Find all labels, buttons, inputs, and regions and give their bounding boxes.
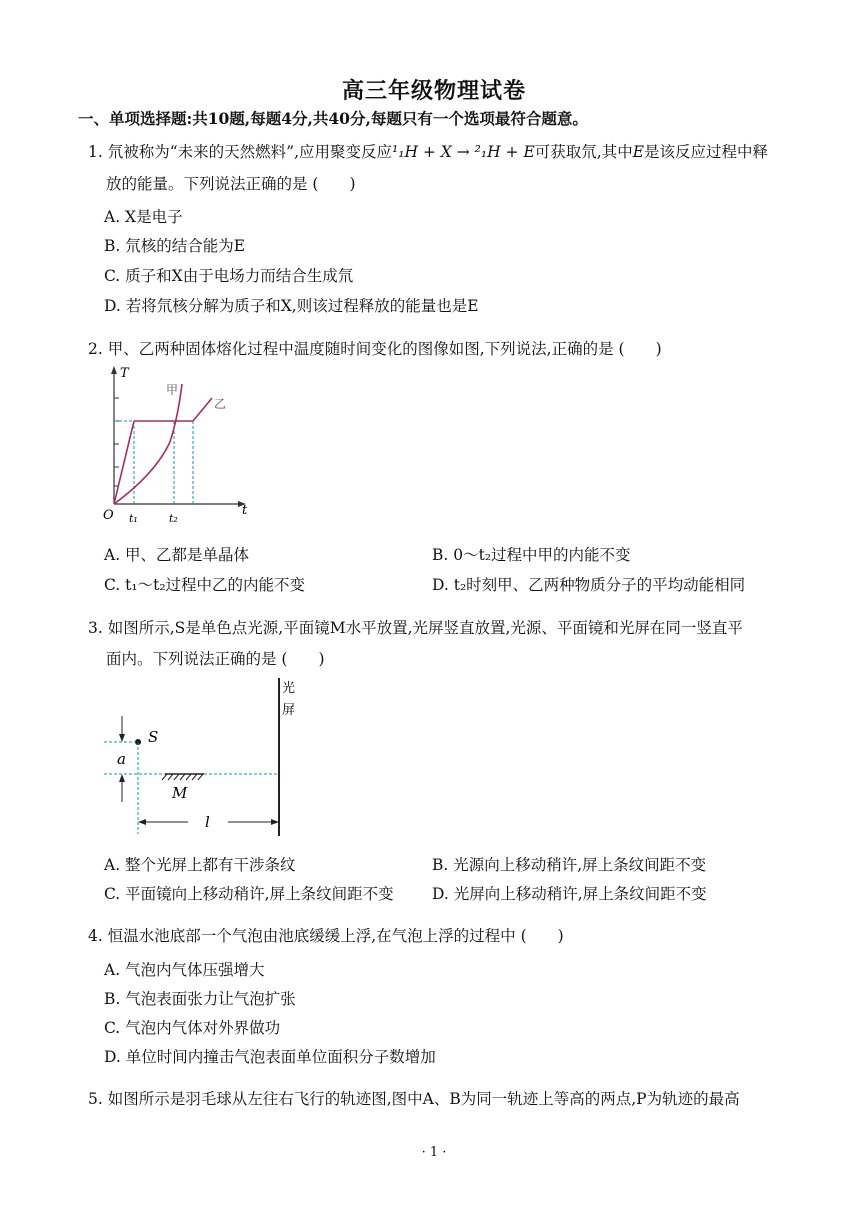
q1-option-c: C. 质子和X由于电场力而结合生成氘 xyxy=(104,267,354,285)
tick-t1-label: t₁ xyxy=(129,512,138,525)
q1-equation: ¹₁H + X → ²₁H + E xyxy=(392,143,535,161)
q2-option-a: A. 甲、乙都是单晶体 xyxy=(104,546,250,564)
arrow-left-icon xyxy=(138,819,146,825)
screen-label-2: 屏 xyxy=(282,703,296,718)
page-title: 高三年级物理试卷 xyxy=(341,78,526,104)
q4-option-d: D. 单位时间内撞击气泡表面单位面积分子数增加 xyxy=(104,1048,436,1066)
q1-text-b: 可获取氘,其中 xyxy=(534,143,633,161)
q3-option-c: C. 平面镜向上移动稍许,屏上条纹间距不变 xyxy=(104,885,394,903)
tick-t2-label: t₂ xyxy=(169,512,178,525)
q4-option-a: A. 气泡内气体压强增大 xyxy=(104,961,265,979)
q2-option-b: B. 0～t₂过程中甲的内能不变 xyxy=(432,546,631,564)
q2-text: 甲、乙两种固体熔化过程中温度随时间变化的图像如图,下列说法,正确的是 ( ) xyxy=(107,340,662,358)
origin-label: O xyxy=(103,508,114,523)
distance-l-label: l xyxy=(205,813,210,831)
q3-stem-line1 xyxy=(88,616,743,638)
q1-energy-symbol: E xyxy=(632,143,645,161)
q2-number: 2. xyxy=(88,340,103,358)
q3-option-b: B. 光源向上移动稍许,屏上条纹间距不变 xyxy=(432,856,707,874)
q1-text-c: 是该反应过程中释 xyxy=(644,143,769,161)
q1-line2: 放的能量。下列说法正确的是 ( ) xyxy=(106,175,356,193)
y-axis-label: T xyxy=(120,366,129,381)
q1-option-d: D. 若将氘核分解为质子和X,则该过程释放的能量也是E xyxy=(104,297,479,315)
x-axis-label: t xyxy=(242,503,248,518)
q3-stem-line2: 面内。下列说法正确的是 ( ) xyxy=(106,650,325,668)
q5-text: 如图所示是羽毛球从左往右飞行的轨迹图,图中A、B为同一轨迹上等高的两点,P为轨迹的最高 xyxy=(107,1090,740,1108)
screen-label-1: 光 xyxy=(282,681,296,696)
q1-option-a: A. X是电子 xyxy=(104,208,183,226)
source-label: S xyxy=(148,728,159,746)
q3-number: 3. xyxy=(88,619,103,637)
q3-option-a: A. 整个光屏上都有干涉条纹 xyxy=(104,856,296,874)
q3-option-d: D. 光屏向上移动稍许,屏上条纹间距不变 xyxy=(432,885,707,903)
distance-a-label: a xyxy=(117,750,126,768)
q3-text-line1: 如图所示,S是单色点光源,平面镜M水平放置,光屏竖直放置,光源、平面镜和光屏在同一竖直平 xyxy=(107,619,743,637)
arrow-up-icon xyxy=(119,774,125,782)
q4-text: 恒温水池底部一个气泡由池底缓缓上浮,在气泡上浮的过程中 ( ) xyxy=(107,927,564,945)
label-yi: 乙 xyxy=(214,397,227,411)
q2-option-d: D. t₂时刻甲、乙两种物质分子的平均动能相同 xyxy=(432,576,746,594)
y-axis-arrow-icon xyxy=(111,366,117,374)
mirror-label: M xyxy=(172,784,188,802)
q2-option-c: C. t₁～t₂过程中乙的内能不变 xyxy=(104,576,306,594)
q1-line1 xyxy=(88,140,768,162)
q3-mirror-figure xyxy=(100,676,310,841)
q4-stem xyxy=(88,924,564,946)
section-heading: 一、单项选择题:共10题,每题4分,共40分,每题只有一个选项最符合题意。 xyxy=(78,109,588,128)
page-number: · 1 · xyxy=(421,1145,447,1160)
arrow-down-icon xyxy=(119,734,125,742)
q4-number: 4. xyxy=(88,927,103,945)
curve-yi xyxy=(134,398,212,421)
arrow-right-icon xyxy=(271,819,279,825)
q1-text-a: 氘被称为“未来的天然燃料”,应用聚变反应 xyxy=(107,143,393,161)
q1-number: 1. xyxy=(88,143,103,161)
q5-stem xyxy=(88,1087,740,1109)
label-jia: 甲 xyxy=(166,383,179,397)
q2-stem xyxy=(88,337,662,359)
q4-option-b: B. 气泡表面张力让气泡扩张 xyxy=(104,990,296,1008)
q5-number: 5. xyxy=(88,1090,103,1108)
q1-option-b: B. 氘核的结合能为E xyxy=(104,237,246,255)
q2-temperature-graph xyxy=(100,362,260,532)
q4-option-c: C. 气泡内气体对外界做功 xyxy=(104,1019,281,1037)
curve-jia-rising xyxy=(114,384,182,504)
